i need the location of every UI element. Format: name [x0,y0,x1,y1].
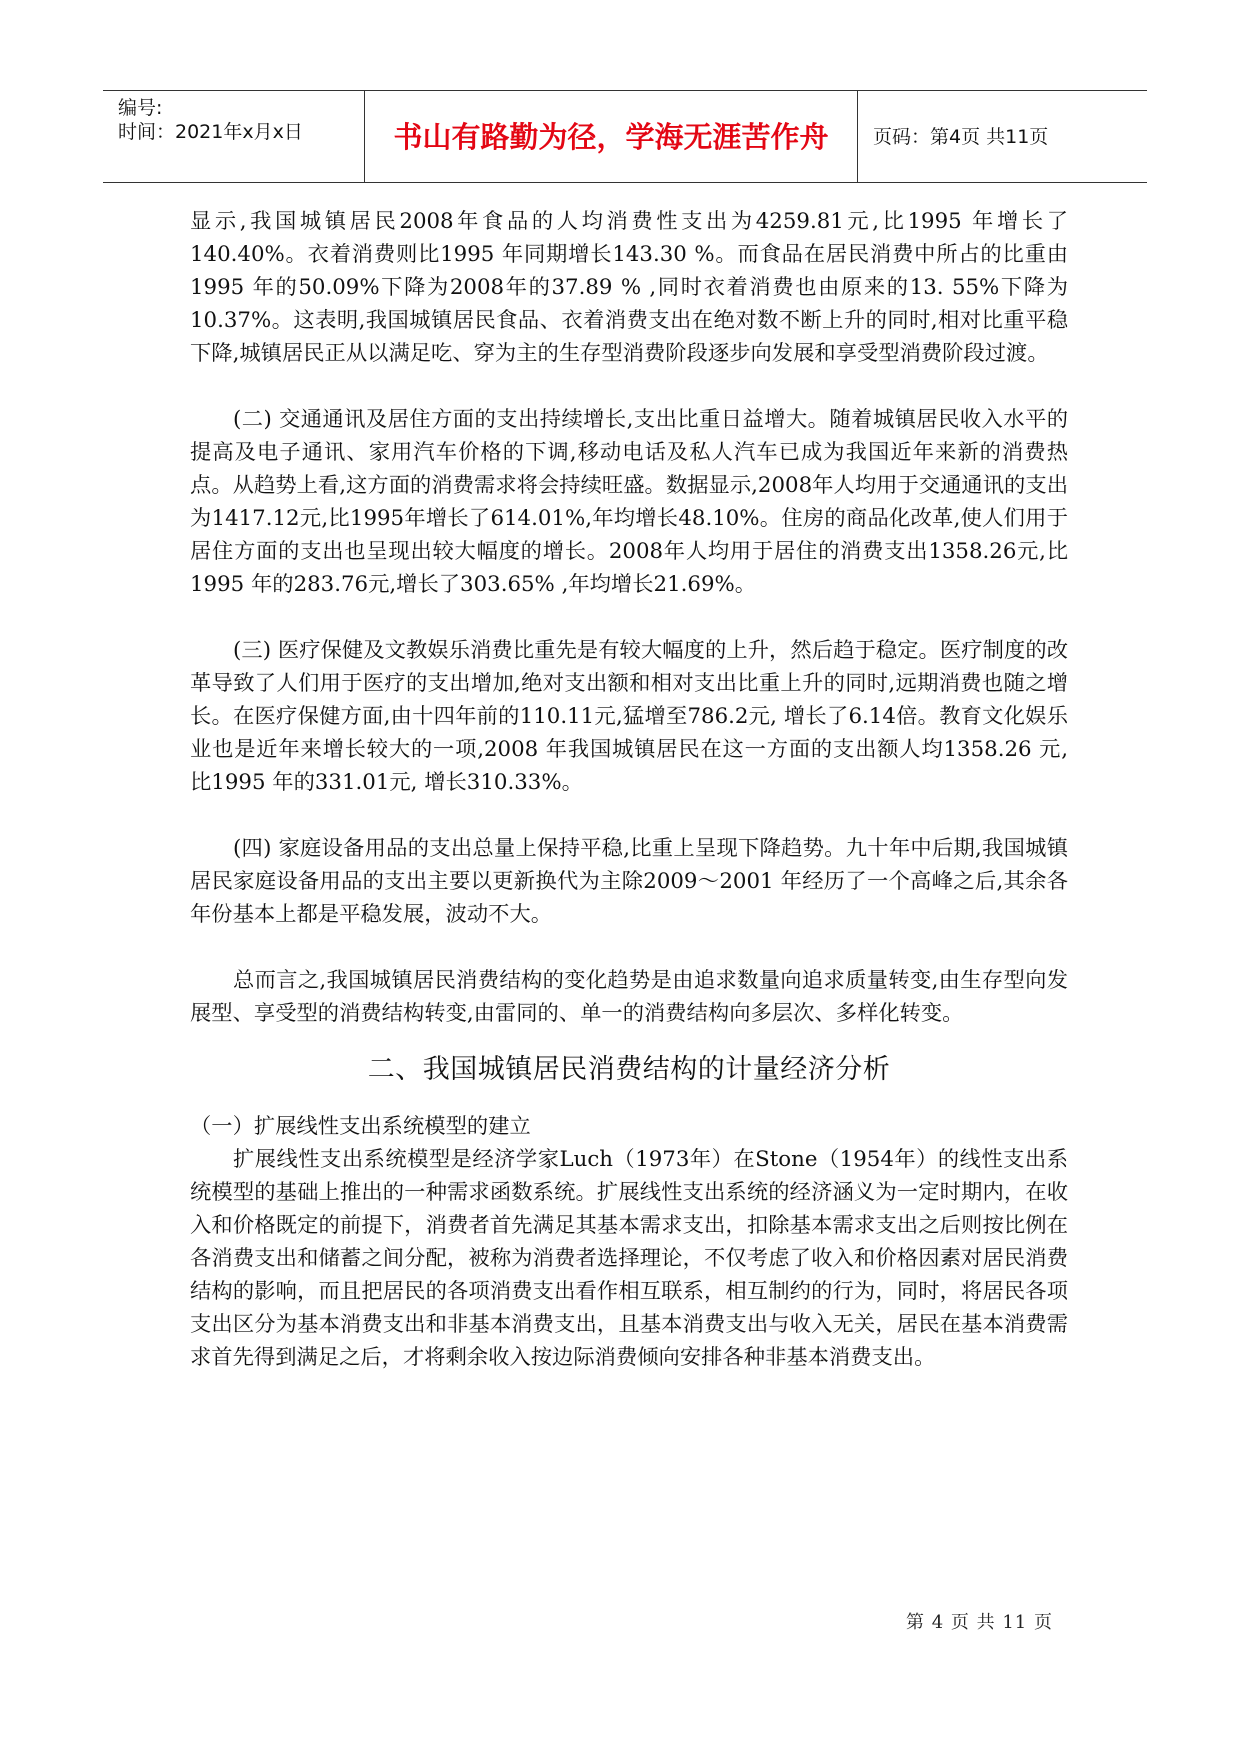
paragraph-transport-housing: (二) 交通通讯及居住方面的支出持续增长,支出比重日益增大。随着城镇居民收入水平的提高及电子通讯、家用汽车价格的下调,移动电话及私人汽车已成为我国近年来新的消费热点。从趋势上看,这方面的消费需求将会持续旺盛。数据显示,2008年人均用于交通通讯的支出为1417.12元,比1995年增长了614.01%,年均增长48.10%。住房的商品化改革,使人们用于居住方面的支出也呈现出较大幅度的增长。2008年人均用于居住的消费支出1358.26元,比1995 年的283.76元,增长了303.65% ,年均增长21.69%。 [190,407,1068,597]
header-page-label: 页码：第4页 共11页 [873,126,1049,148]
header-motto: 书山有路勤为径，学海无涯苦作舟 [365,91,858,182]
paragraph-gap [190,1030,1068,1050]
section-title: 二、我国城镇居民消费结构的计量经济分析 [367,1054,891,1085]
paragraph-gap [190,799,1068,832]
paragraph-health-education: (三) 医疗保健及文教娱乐消费比重先是有较大幅度的上升，然后趋于稳定。医疗制度的改革导致了人们用于医疗的支出增加,绝对支出额和相对支出比重上升的同时,远期消费也随之增长。在医疗保健方面,由十四年前的110.11元,猛增至786.2元, 增长了6.14倍。教育文化娱乐业也是近年来增长较大的一项,2008 年我国城镇居民在这一方面的支出额人均1358.26 元, 比1995 年的331.01元, 增长310.33%。 [190,638,1068,795]
page-footer-number: 第 4 页 共 11 页 [906,1612,1053,1633]
paragraph-gap [190,1090,1068,1110]
document-body [190,205,1068,1374]
paragraph-gap [190,931,1068,964]
paragraph-summary: 总而言之,我国城镇居民消费结构的变化趋势是由追求数量向追求质量转变,由生存型向发展型、享受型的消费结构转变,由雷同的、单一的消费结构向多层次、多样化转变。 [190,968,1068,1026]
header-left-cell [103,91,365,182]
document-time-label: 时间：2021年x月x日 [118,121,303,143]
paragraph-food-clothing: 显示,我国城镇居民2008年食品的人均消费性支出为4259.81元,比1995 年增长了140.40%。衣着消费则比1995 年同期增长143.30 %。而食品在居民消费中所占的比重由1995 年的50.09%下降为2008年的37.89 % ,同时衣着消费也由原来的13. 55%下降为10.37%。这表明,我国城镇居民食品、衣着消费支出在绝对数不断上升的同时,相对比重平稳下降,城镇居民正从以满足吃、穿为主的生存型消费阶段逐步向发展和享受型消费阶段过渡。 [190,209,1068,366]
paragraph-household-equipment: (四) 家庭设备用品的支出总量上保持平稳,比重上呈现下降趋势。九十年中后期,我国城镇居民家庭设备用品的支出主要以更新换代为主除2009～2001 年经历了一个高峰之后,其余各年份基本上都是平稳发展，波动不大。 [190,836,1068,927]
page-header-table [103,90,1147,183]
paragraph-gap [190,601,1068,634]
paragraph-model-description: 扩展线性支出系统模型是经济学家Luch（1973年）在Stone（1954年）的线性支出系统模型的基础上推出的一种需求函数系统。扩展线性支出系统的经济涵义为一定时期内，在收入和价格既定的前提下，消费者首先满足其基本需求支出，扣除基本需求支出之后则按比例在各消费支出和储蓄之间分配，被称为消费者选择理论，不仅考虑了收入和价格因素对居民消费结构的影响，而且把居民的各项消费支出看作相互联系，相互制约的行为，同时，将居民各项支出区分为基本消费支出和非基本消费支出，且基本消费支出与收入无关，居民在基本消费需求首先得到满足之后，才将剩余收入按边际消费倾向安排各种非基本消费支出。 [190,1147,1068,1370]
subsection-title: （一）扩展线性支出系统模型的建立 [190,1114,531,1139]
paragraph-gap [190,370,1068,403]
document-number-label: 编号: [118,97,163,119]
